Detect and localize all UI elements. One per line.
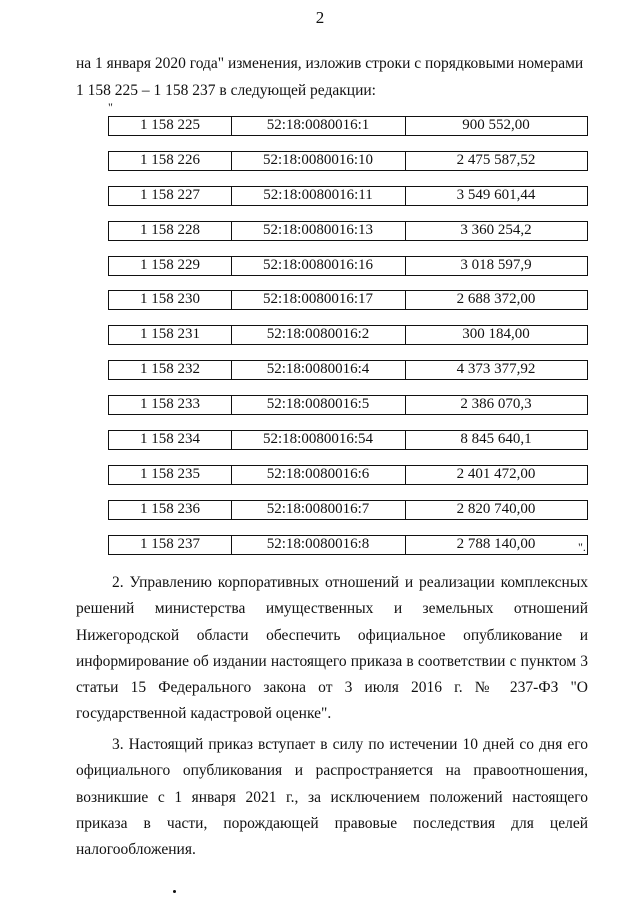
cadastral-value-cell: 2 688 372,00 xyxy=(456,291,536,308)
scan-dot-mark xyxy=(173,890,176,893)
cadastral-number-cell: 52:18:0080016:7 xyxy=(231,501,406,519)
cadastral-number-cell: 52:18:0080016:1 xyxy=(231,117,406,135)
cadastral-value-cell: 2 386 070,3 xyxy=(460,396,532,413)
table-row xyxy=(108,430,588,450)
cadastral-value-cell: 4 373 377,92 xyxy=(456,361,536,378)
cadastral-value-cell: 8 845 640,1 xyxy=(460,431,532,448)
close-quote-mark: ". xyxy=(578,540,586,554)
table-row xyxy=(108,290,588,310)
cadastral-value-cell: 2 475 587,52 xyxy=(456,151,536,168)
row-number-cell: 1 158 227 xyxy=(109,187,232,205)
page-number: 2 xyxy=(315,8,325,27)
row-number-cell: 1 158 228 xyxy=(109,222,232,240)
cadastral-value-cell: 3 018 597,9 xyxy=(460,256,532,273)
cadastral-number-cell: 52:18:0080016:17 xyxy=(231,291,406,309)
row-number-cell: 1 158 234 xyxy=(109,431,232,449)
table-row xyxy=(108,116,588,136)
cadastral-value-cell: 2 788 140,00 xyxy=(456,535,536,552)
table-row xyxy=(108,360,588,380)
row-number-cell: 1 158 225 xyxy=(109,117,232,135)
table-row xyxy=(108,465,588,485)
intro-text: на 1 января 2020 года" изменения, изложив строки с порядковыми номерами 1 158 225 – 1 158 237 в следующей редакции: xyxy=(76,55,584,99)
paragraph-3-text: 3. Настоящий приказ вступает в силу по истечении 10 дней со дня его официального опубликования и распространяется на правоотношения, возникшие с 1 января 2021 г., за исключением положений настоящего приказа в части, порождающей правовые последствия для целей налогообложения. xyxy=(76,736,588,859)
cadastral-value-cell: 3 360 254,2 xyxy=(460,221,532,238)
paragraph-3 xyxy=(76,732,588,863)
table-row xyxy=(108,500,588,520)
row-number-cell: 1 158 235 xyxy=(109,466,232,484)
row-number-cell: 1 158 231 xyxy=(109,326,232,344)
open-quote-mark: " xyxy=(108,100,113,114)
row-number-cell: 1 158 229 xyxy=(109,257,232,275)
cadastral-number-cell: 52:18:0080016:13 xyxy=(231,222,406,240)
cadastral-number-cell: 52:18:0080016:8 xyxy=(231,536,406,554)
table-row xyxy=(108,395,588,415)
row-number-cell: 1 158 232 xyxy=(109,361,232,379)
row-number-cell: 1 158 233 xyxy=(109,396,232,414)
paragraph-2-text: 2. Управлению корпоративных отношений и реализации комплексных решений министерства имущественных и земельных отношений Нижегородской области обеспечить официальное опубликование и информирование об издании настоящего приказа в соответствии с пунктом 3 статьи 15 Федерального закона от 3 июля 2016 г. № 237-ФЗ "О государственной кадастровой оценке". xyxy=(76,574,588,723)
cadastral-number-cell: 52:18:0080016:16 xyxy=(231,257,406,275)
table-row xyxy=(108,325,588,345)
table-row xyxy=(108,186,588,206)
row-number-cell: 1 158 237 xyxy=(109,536,232,554)
cadastral-number-cell: 52:18:0080016:54 xyxy=(231,431,406,449)
table-row xyxy=(108,256,588,276)
row-number-cell: 1 158 226 xyxy=(109,152,232,170)
cadastral-number-cell: 52:18:0080016:11 xyxy=(231,187,406,205)
cadastral-number-cell: 52:18:0080016:6 xyxy=(231,466,406,484)
cadastral-value-cell: 300 184,00 xyxy=(462,326,530,343)
table-row xyxy=(108,535,588,555)
cadastral-value-table xyxy=(108,116,588,570)
paragraph-2 xyxy=(76,570,588,728)
cadastral-value-cell: 2 401 472,00 xyxy=(456,465,536,482)
table-row xyxy=(108,221,588,241)
cadastral-number-cell: 52:18:0080016:10 xyxy=(231,152,406,170)
table-row xyxy=(108,151,588,171)
cadastral-number-cell: 52:18:0080016:2 xyxy=(231,326,406,344)
cadastral-number-cell: 52:18:0080016:5 xyxy=(231,396,406,414)
cadastral-number-cell: 52:18:0080016:4 xyxy=(231,361,406,379)
cadastral-value-cell: 900 552,00 xyxy=(462,117,530,133)
cadastral-value-cell: 3 549 601,44 xyxy=(456,186,536,203)
row-number-cell: 1 158 236 xyxy=(109,501,232,519)
cadastral-value-cell: 2 820 740,00 xyxy=(456,500,536,517)
row-number-cell: 1 158 230 xyxy=(109,291,232,309)
